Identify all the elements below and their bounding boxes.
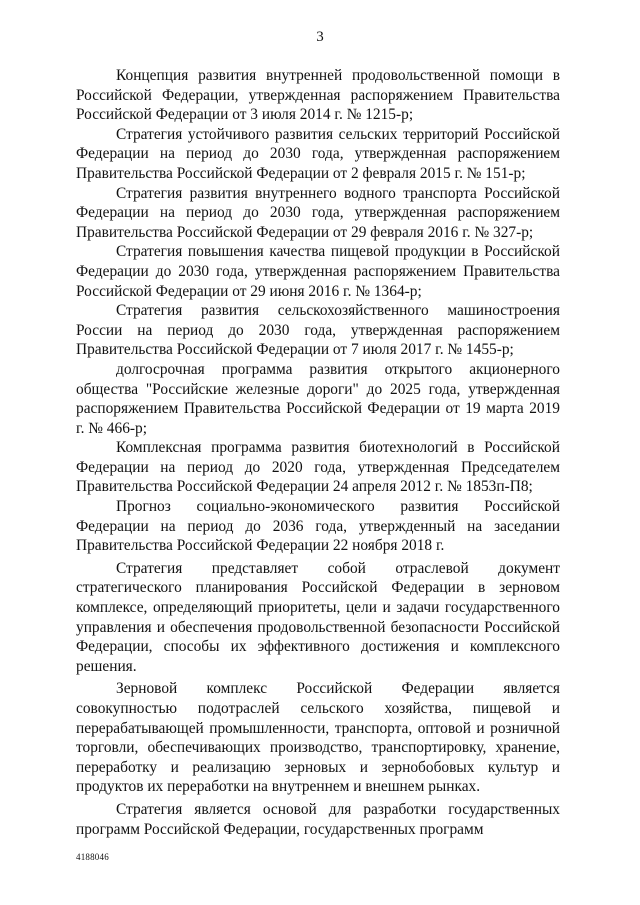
paragraph-strategy-definition: Стратегия представляет собой отраслевой документ стратегического планирования Российской Федерации в зерновом комплексе, определяющий приоритеты, цели и задачи государственного управления и обеспечения продовольственной безопасности Российской Федерации, способы их эффективного достижения и комплексного решения.: [76, 559, 560, 675]
paragraph-agri-machinery-strategy: Стратегия развития сельскохозяйственного машиностроения России на период до 2030 года, утвержденная распоряжением Правительства Российской Федерации от 7 июля 2017 г. № 1455-р;: [76, 302, 560, 359]
paragraph-rural-development-strategy: Стратегия устойчивого развития сельских территорий Российской Федерации на период до 2030 года, утвержденная распоряжением Правительства Российской Федерации от 2 февраля 2015 г. № 151-р;: [76, 125, 560, 182]
footer-document-code: 4188046: [76, 852, 109, 862]
paragraph-economic-forecast: Прогноз социально-экономического развития Российской Федерации на период до 2036 года, утвержденный на заседании Правительства Российской Федерации 22 ноября 2018 г.: [76, 498, 560, 555]
paragraph-water-transport-strategy: Стратегия развития внутреннего водного транспорта Российской Федерации на период до 2030 года, утвержденная распоряжением Правительства Российской Федерации от 29 февраля 2016 г. № 327-р;: [76, 184, 560, 241]
page-number: 3: [316, 29, 324, 45]
paragraph-strategy-basis: Стратегия является основой для разработки государственных программ Российской Федерации, государственных программ: [76, 800, 560, 838]
paragraph-grain-complex-definition: Зерновой комплекс Российской Федерации является совокупностью подотраслей сельского хозяйства, пищевой и перерабатывающей промышленности, транспорта, оптовой и розничной торговли, обеспечивающих производство, транспортировку, хранение, переработку и реализацию зерновых и зернобобовых культур и продуктов их переработки на внутреннем и внешнем рынках.: [76, 680, 560, 796]
paragraph-biotech-program: Комплексная программа развития биотехнологий в Российской Федерации на период до 2020 года, утвержденная Председателем Правительства Российской Федерации 24 апреля 2012 г. № 1853п-П8;: [76, 439, 560, 496]
paragraph-food-quality-strategy: Стратегия повышения качества пищевой продукции в Российской Федерации до 2030 года, утвержденная распоряжением Правительства Российской Федерации от 29 июня 2016 г. № 1364-р;: [76, 243, 560, 300]
document-body: [76, 66, 560, 839]
paragraph-food-aid-concept: Концепция развития внутренней продовольственной помощи в Российской Федерации, утвержденная распоряжением Правительства Российской Федерации от 3 июля 2014 г. № 1215-р;: [76, 67, 560, 124]
paragraph-rzd-program: долгосрочная программа развития открытого акционерного общества "Российские железные дороги" до 2025 года, утвержденная распоряжением Правительства Российской Федерации от 19 марта 2019 г. № 466-р;: [76, 360, 560, 437]
